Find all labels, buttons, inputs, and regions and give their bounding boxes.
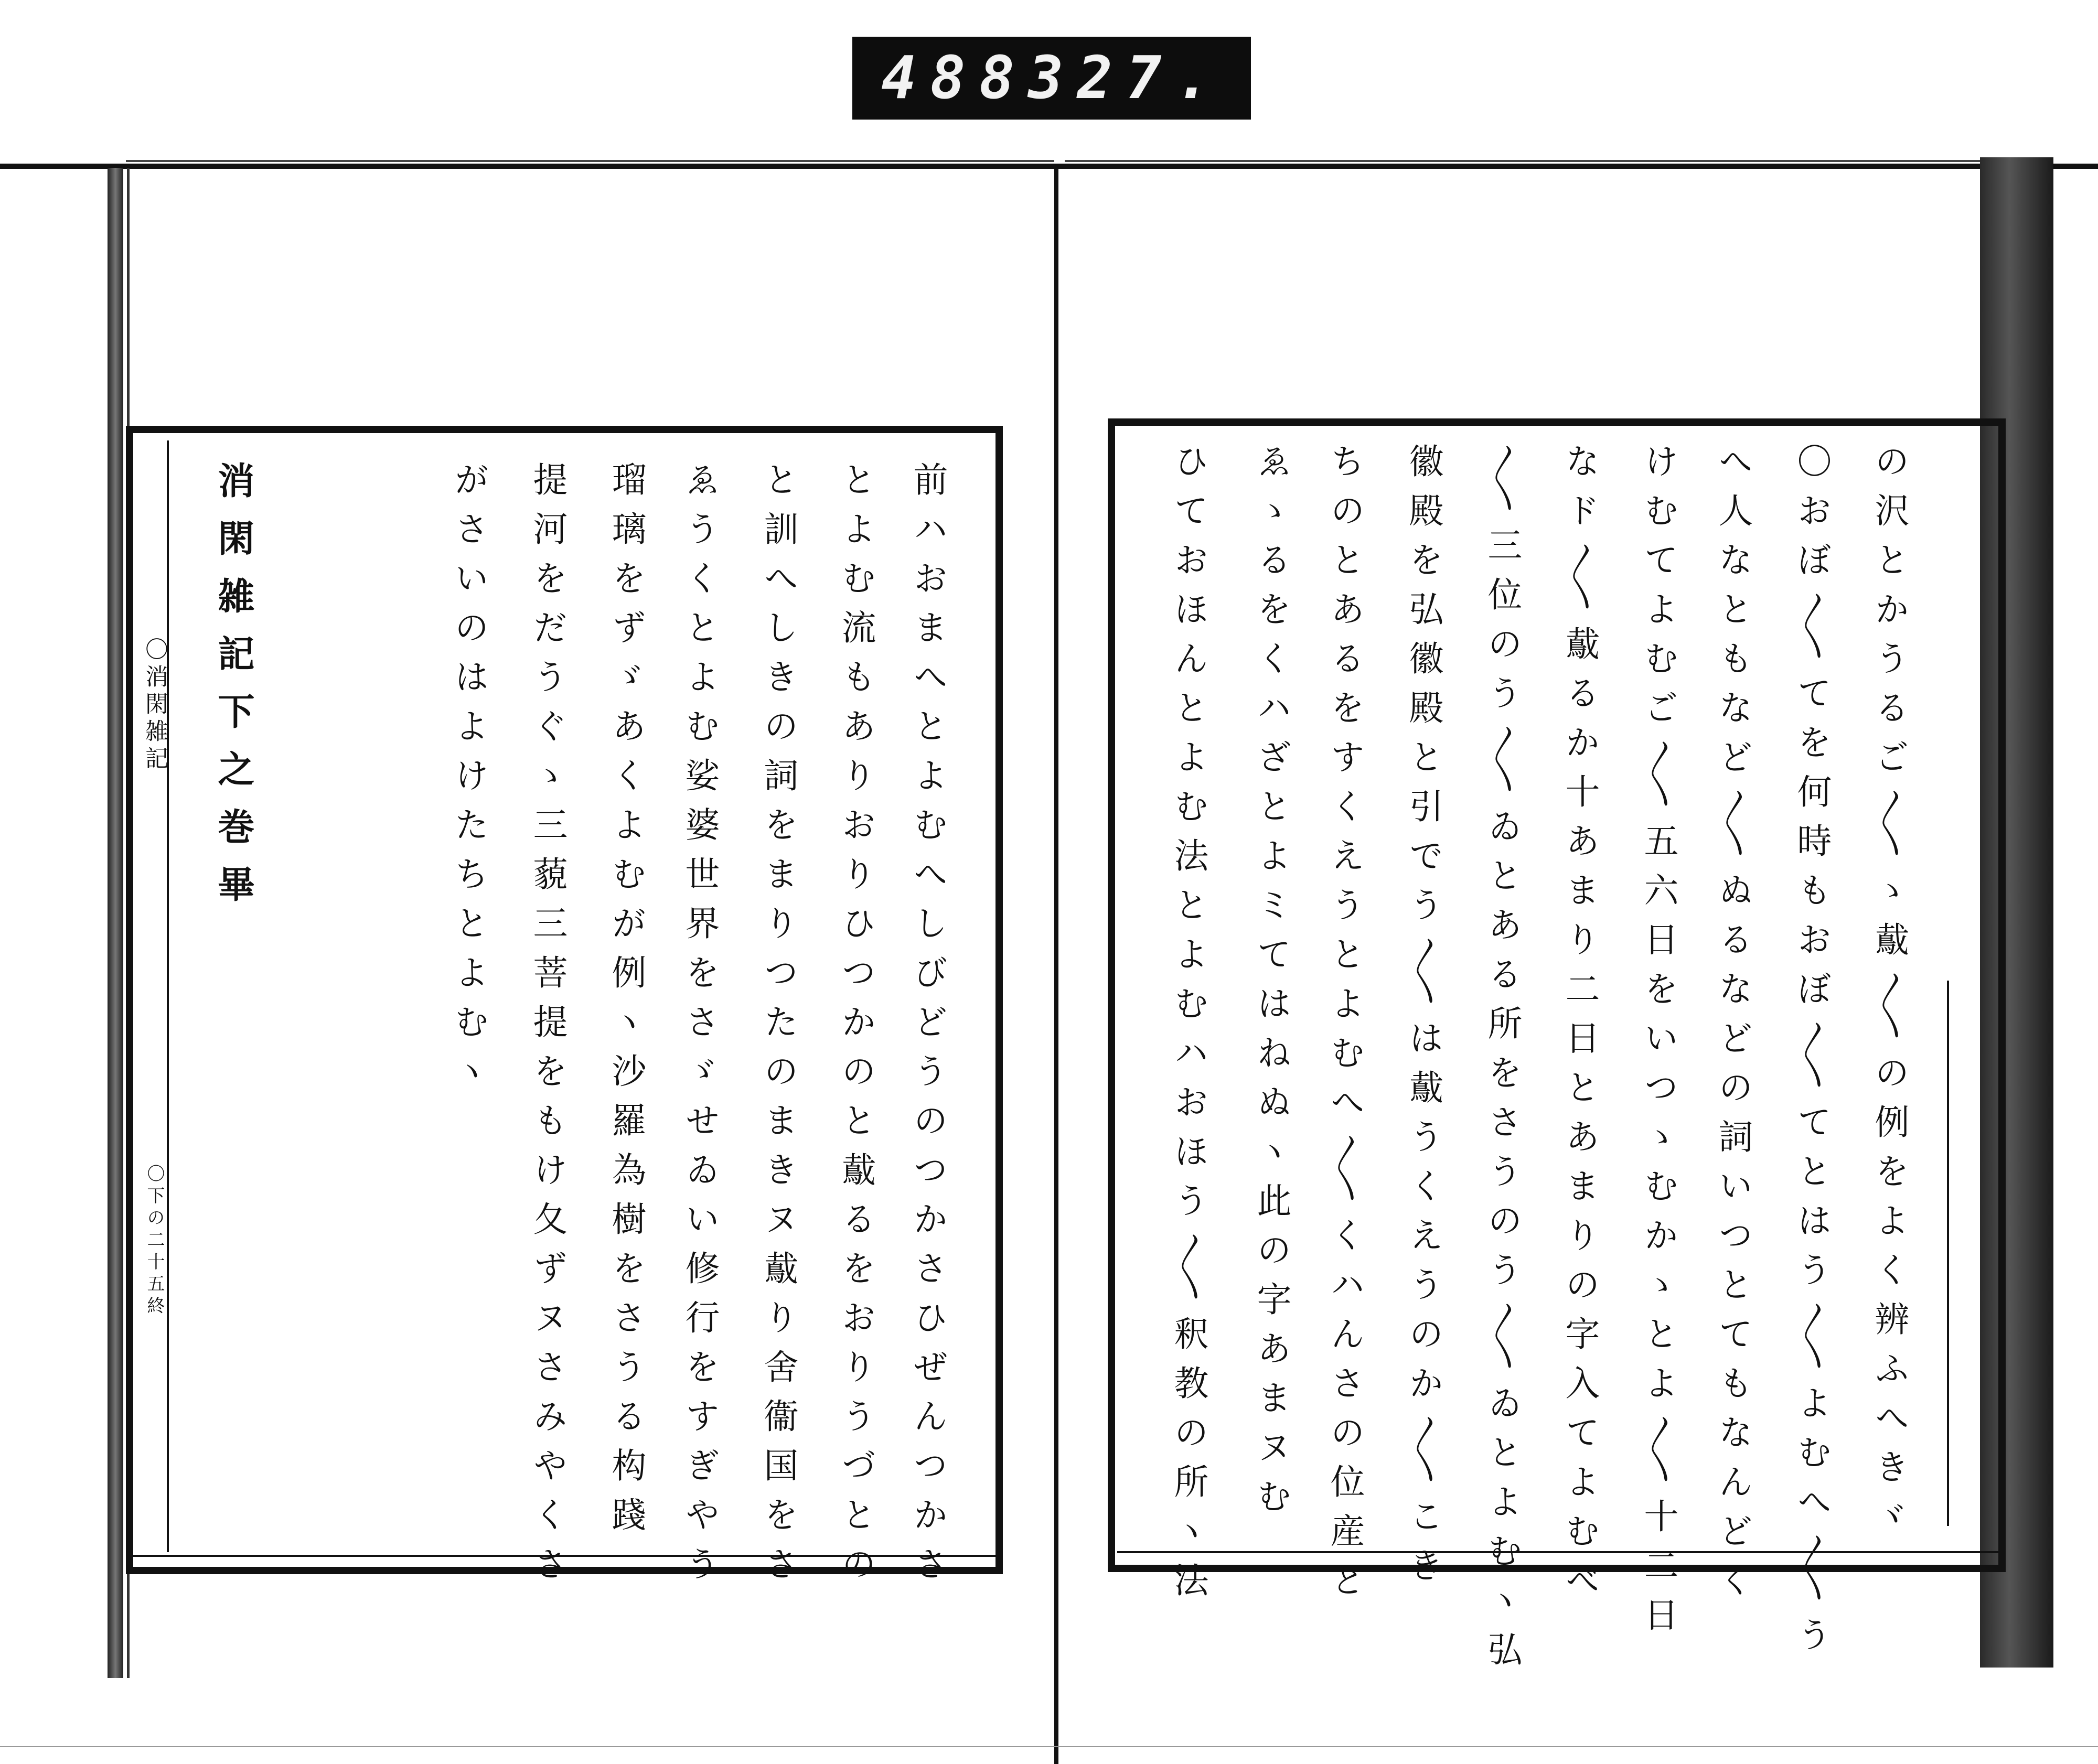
right-col-2: 〇おぼ〱てを何時もおぼ〱てとはう〱よむへ〱う	[1791, 443, 1832, 1666]
book-spine-line	[1054, 164, 1058, 1764]
left-col-6: 提河をだうぐゝ三藐三菩提をもけ夂ずヌさみやくさ	[527, 461, 568, 1595]
right-page-top-edge	[1065, 160, 1993, 162]
right-page-bottom-rule	[1117, 1551, 1998, 1553]
left-page-outer-edge	[108, 168, 123, 1678]
left-page-top-edge	[126, 160, 1054, 162]
left-col-4: ゑうくとよむ娑婆世界をさゞせゐい修行をすぎやう	[679, 461, 720, 1595]
right-col-4: けむてよむご〱五六日をいつゝむかゝとよ〱十二日	[1638, 443, 1678, 1646]
counter-right-number: 327.	[1028, 44, 1225, 112]
left-col-1: 前ハおまへとよむへしびどうのつかさひぜんつかさ	[907, 461, 948, 1595]
counter-left-number: 488	[881, 44, 1029, 112]
left-col-5: 瑠璃をずゞあくよむが例ヽ沙羅為樹をさうる构踐	[606, 461, 646, 1546]
right-col-8: ちのとあるをすくえうとよむへ〱くハんさの位産と	[1324, 443, 1365, 1611]
right-col-9: ゑゝるをくハざとよミてはねぬヽ此の字あまヌむ	[1251, 443, 1291, 1528]
scan-counter-plate	[852, 37, 1251, 120]
left-col-7: がさいのはよけたちとよむヽ	[448, 461, 489, 1102]
left-book-title: 消閑雑記下之巻畢	[212, 461, 255, 923]
left-running-head: 〇消閑雑記	[141, 637, 168, 773]
left-col-2: とよむ流もありおりひつかのと䳒るをおりうづとの	[836, 461, 876, 1595]
right-col-6: 〱三位のう〱ゐとある所をさうのう〱ゐとよむヽ弘	[1482, 443, 1522, 1681]
top-edge-line	[0, 164, 2098, 169]
bottom-left-shadow	[0, 1746, 2098, 1747]
right-col-1: の沢とかうるご〱ゝ䳒〱の例をよく辨ふへきヾ	[1869, 443, 1909, 1547]
right-col-5: なド〱䳒るか十あまり二日とあまりの字入てよむべ	[1559, 443, 1600, 1611]
right-col-3: へ人なともなど〱ぬるなどの詞いつとてもなんどく	[1712, 443, 1753, 1611]
right-col-7: 徽殿を弘徽殿と引でう〱は䳒うくえうのか〱こき	[1403, 443, 1443, 1597]
left-folio: 〇下の二十五終	[144, 1164, 165, 1318]
right-page-inner-rule	[1947, 981, 1949, 1526]
right-col-10: ひておほんとよむ法とよむハおほう〱釈教の所ヽ法	[1168, 443, 1208, 1611]
left-page-inner-rule	[167, 440, 169, 1552]
left-col-3: と訓へしきの詞をまりつたのまきヌ䳒り舍衞国をさ	[758, 461, 798, 1595]
